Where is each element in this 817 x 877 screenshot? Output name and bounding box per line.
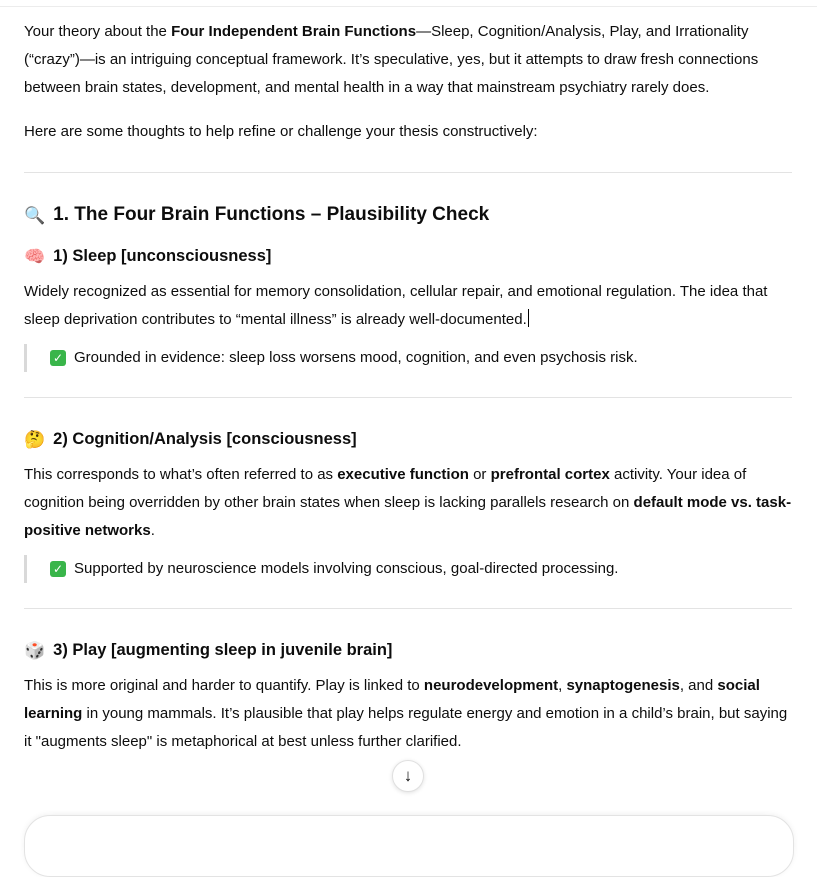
arrow-down-icon: ↓ xyxy=(403,766,413,785)
section-heading: 🔍 1. The Four Brain Functions – Plausibility Check xyxy=(24,204,490,225)
sleep-heading: 🧠 1) Sleep [unconsciousness] xyxy=(24,246,272,266)
dice-icon: 🎲 xyxy=(24,640,46,660)
cognition-blockquote: ✓ Supported by neuroscience models involving conscious, goal-directed processing. xyxy=(24,555,792,583)
section-divider xyxy=(24,608,792,609)
intro-paragraph: Your theory about the Four Independent Brain Functions—Sleep, Cognition/Analysis, Play, and Irrationality (“crazy”)—is an intriguing conceptual framework. It’s speculative, yes, but it attempts to draw fresh connections between brain states, development, and mental health in a way that mainstream psychiatry rarely does. xyxy=(24,23,759,96)
thinking-face-icon: 🤔 xyxy=(24,429,46,449)
message-composer[interactable] xyxy=(24,815,794,877)
check-icon: ✓ xyxy=(50,561,66,577)
play-heading: 🎲 3) Play [augmenting sleep in juvenile brain] xyxy=(24,640,393,660)
cognition-paragraph: This corresponds to what’s often referred to as executive function or prefrontal cortex activity. Your idea of cognition being overridden by other brain states when sleep is lacking parallels research on default mode vs. task-positive networks. xyxy=(24,466,792,539)
section-divider xyxy=(24,397,792,398)
assistant-message xyxy=(24,18,792,756)
cognition-heading: 🤔 2) Cognition/Analysis [consciousness] xyxy=(24,429,357,449)
section-divider xyxy=(24,172,792,173)
text-cursor xyxy=(528,309,529,327)
sleep-paragraph: Widely recognized as essential for memory consolidation, cellular repair, and emotional regulation. The idea that sleep deprivation contributes to “mental illness” is already well-documented. xyxy=(24,283,768,328)
play-paragraph: This is more original and harder to quantify. Play is linked to neurodevelopment, synaptogenesis, and social learning in young mammals. It’s plausible that play helps regulate energy and emotion in a child’s brain, but saying it "augments sleep" is metaphorical at best unless further clarified. xyxy=(24,677,788,750)
scroll-to-bottom-button[interactable] xyxy=(392,760,424,792)
top-divider xyxy=(0,6,817,7)
brain-icon: 🧠 xyxy=(24,246,46,266)
sleep-blockquote: ✓ Grounded in evidence: sleep loss worsens mood, cognition, and even psychosis risk. xyxy=(24,344,792,372)
check-icon: ✓ xyxy=(50,350,66,366)
intro-paragraph-2: Here are some thoughts to help refine or challenge your thesis constructively: xyxy=(24,123,538,140)
magnifier-icon: 🔍 xyxy=(24,205,46,225)
